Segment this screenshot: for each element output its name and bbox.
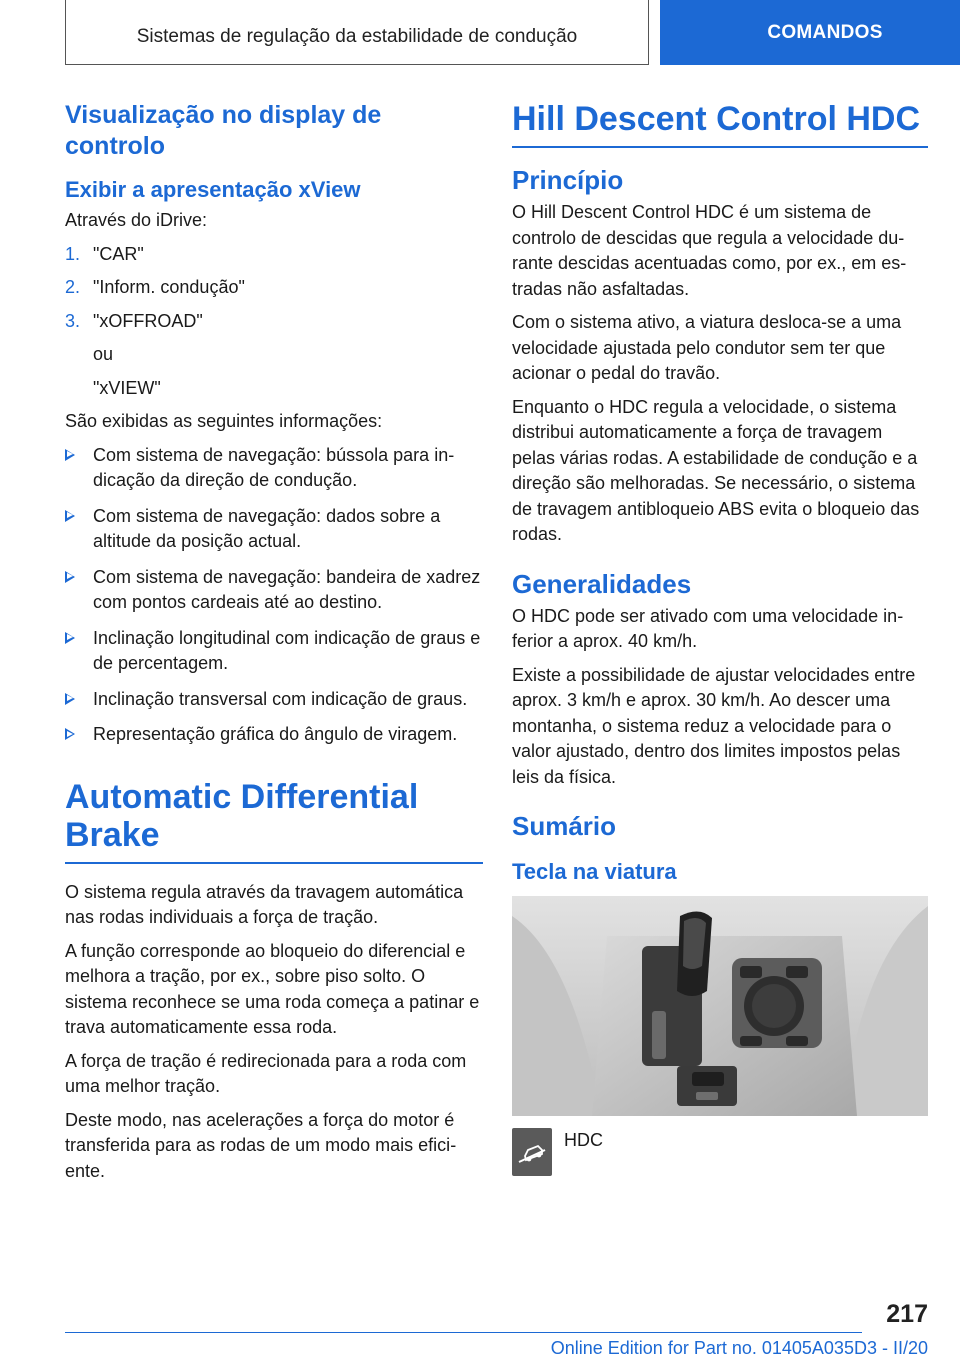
page-number: 217 — [886, 1300, 928, 1328]
step-alternative: "xVIEW" — [93, 377, 161, 398]
bullet-item — [65, 443, 483, 494]
bullet-item — [65, 722, 483, 748]
generalidades-paragraph-2: Existe a possibilidade de ajustar velocidades entre aprox. 3 km/h e aprox. 30 km/h. Ao descer uma montanha, o sistema reduz a velocidade para o valor ajustado, dentro dos limites impostos pelas leis da física. — [512, 664, 916, 787]
center-console-photo — [512, 896, 928, 1116]
bullet-text: Com sistema de navegação: dados sobre a altitude da posição actual. — [93, 505, 441, 551]
info-intro: São exibidas as seguintes informações: — [65, 411, 383, 431]
bullet-item — [65, 626, 483, 677]
idrive-intro: Através do iDrive: — [65, 210, 208, 230]
step-number: 3. — [65, 310, 81, 331]
heading-sumario: Sumário — [512, 811, 617, 841]
step-number: 1. — [65, 243, 81, 264]
bullet-text: Inclinação transversal com indicação de graus. — [93, 688, 468, 709]
heading-visualizacao: Visualização no display de controlo — [65, 101, 382, 160]
triangle-bullet-icon — [65, 693, 75, 705]
step-or: ou — [93, 344, 114, 364]
adb-heading-block — [65, 778, 483, 864]
header-section-box — [65, 0, 649, 65]
left-column — [65, 100, 483, 1192]
adb-paragraph-4: Deste modo, nas acelerações a força do motor é transferida para as rodas de um modo mais eficiente. — [65, 1109, 457, 1181]
bullet-item — [65, 504, 483, 555]
heading-principio: Princípio — [512, 165, 624, 195]
heading-generalidades: Generalidades — [512, 568, 692, 599]
triangle-bullet-icon — [65, 571, 75, 583]
step-text: "xOFFROAD" — [93, 310, 203, 331]
chapter-tab-label: COMANDOS — [767, 21, 883, 43]
step-item — [65, 275, 483, 301]
step-item — [65, 242, 483, 268]
bullet-text: Inclinação longitudinal com indicação de graus e de percentagem. — [93, 627, 481, 673]
heading-hdc: Hill Descent Control HDC — [512, 100, 921, 138]
generalidades-paragraph-1: O HDC pode ser ativado com uma velocidade inferior a aprox. 40 km/h. — [512, 605, 904, 651]
bullet-item — [65, 565, 483, 616]
hdc-button-legend — [512, 1128, 928, 1176]
bullet-text: Representação gráfica do ângulo de viragem. — [93, 724, 458, 744]
hill-descent-car-icon — [512, 1128, 552, 1176]
step-text: "CAR" — [93, 243, 144, 264]
triangle-bullet-icon — [65, 728, 75, 740]
adb-paragraph-3: A força de tração é redirecionada para a roda com uma melhor tração. — [65, 1050, 467, 1096]
adb-paragraph-1: O sistema regula através da travagem automática nas rodas individuais a força de tração. — [65, 881, 464, 927]
step-number: 2. — [65, 277, 81, 297]
bullet-item — [65, 687, 483, 713]
bullet-text: Com sistema de navegação: bandeira de xadrez com pontos cardeais até ao destino. — [93, 566, 481, 612]
footer-edition: Online Edition for Part no. 01405A035D3 - II/20 — [550, 1338, 928, 1358]
principio-paragraph-2: Com o sistema ativo, a viatura desloca-se a uma velocidade ajustada pelo condutor sem ter que acionar o pedal do travão. — [512, 312, 902, 383]
principio-paragraph-1: O Hill Descent Control HDC é um sistema de controlo de descidas que regula a velocidade durante descidas acentuadas como, por ex., em estradas não asfaltadas. — [512, 202, 907, 299]
triangle-bullet-icon — [65, 510, 75, 522]
heading-exibir-xview: Exibir a apresentação xView — [65, 177, 361, 202]
chapter-tab[interactable] — [660, 0, 960, 65]
center-console-illustration — [512, 896, 928, 1116]
adb-paragraph-2: A função corresponde ao bloqueio do diferencial e melhora a tração, por ex., sobre piso solto. O sistema reconhece se uma roda começa a patinar e trava automaticamente essa roda. — [65, 940, 480, 1037]
step-item — [65, 309, 483, 335]
heading-tecla: Tecla na viatura — [512, 859, 677, 884]
hdc-heading-block — [512, 100, 928, 148]
footer-rule — [65, 1332, 862, 1333]
section-title: Sistemas de regulação da estabilidade de condução — [136, 26, 578, 47]
bullet-text: Com sistema de navegação: bússola para indicação da direção de condução. — [93, 444, 455, 490]
right-column — [512, 100, 928, 1176]
triangle-bullet-icon — [65, 449, 75, 461]
step-text: "Inform. condução" — [93, 277, 245, 297]
hdc-button-label: HDC — [564, 1130, 603, 1150]
principio-paragraph-3: Enquanto o HDC regula a velocidade, o sistema distribui automaticamente a força de travagem pelas várias rodas. A estabilidade de condução e a direção são melhoradas. Se necessário, o sistema de travagem antibloqueio ABS evita o bloqueio das rodas. — [512, 396, 920, 544]
triangle-bullet-icon — [65, 632, 75, 644]
heading-adb: Automatic Differential Brake — [65, 777, 419, 854]
